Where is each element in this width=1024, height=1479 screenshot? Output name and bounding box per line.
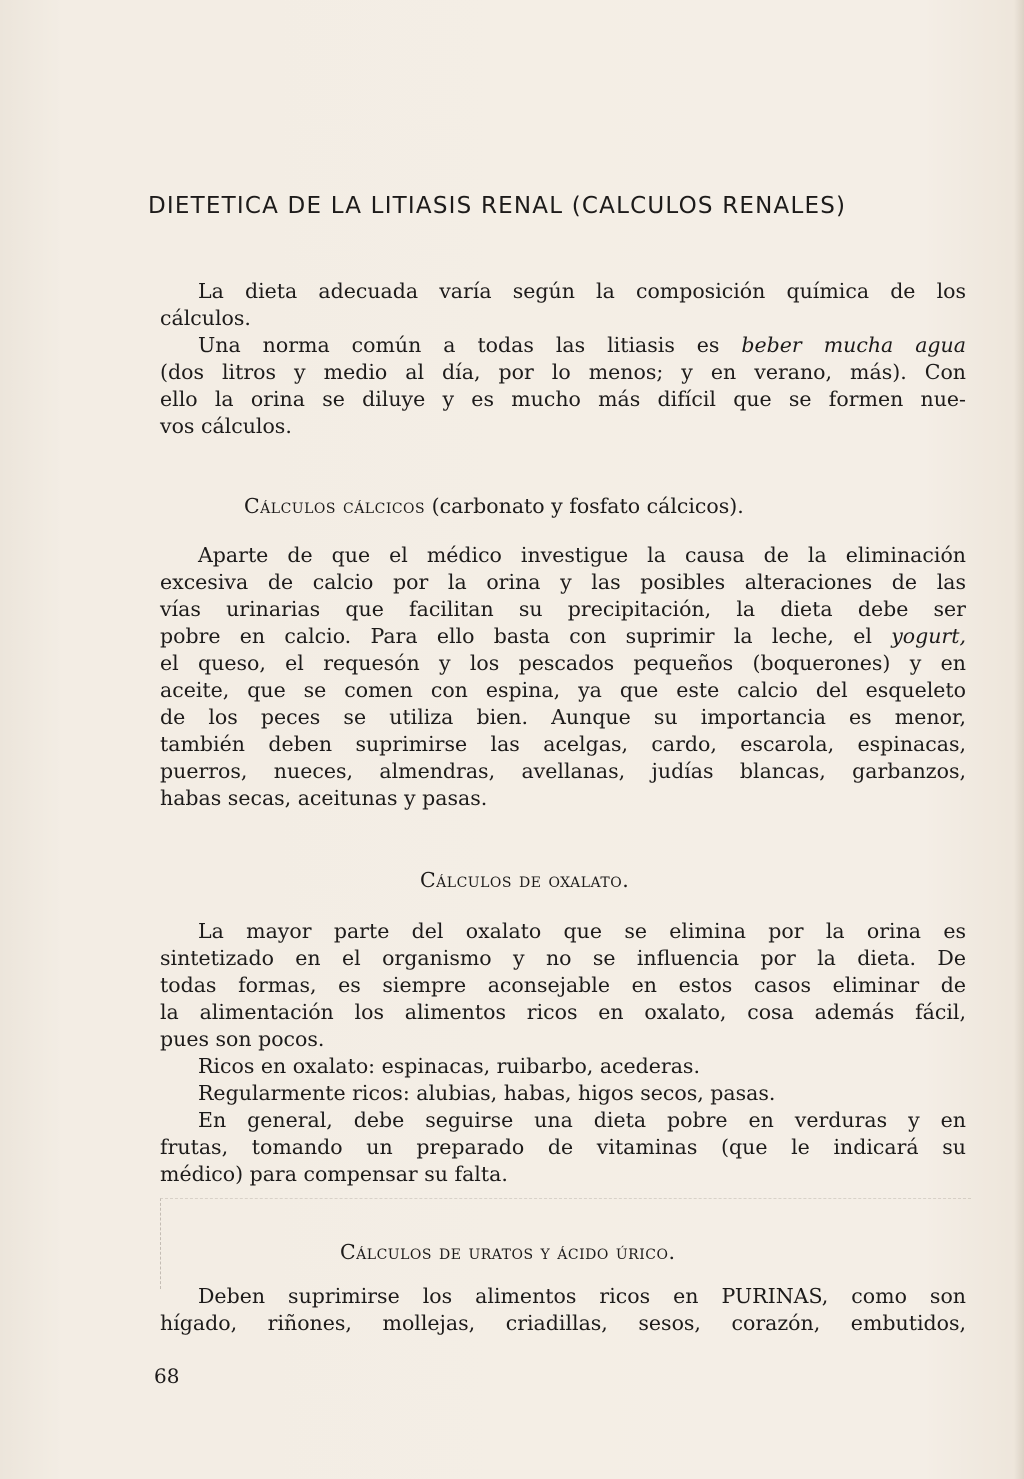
text-line: hígado, riñones, mollejas, criadillas, sesos, corazón, embutidos, <box>160 1311 966 1335</box>
text-line: frutas, tomando un preparado de vitaminas (que le indicará su <box>160 1135 966 1159</box>
page-number: 68 <box>154 1364 180 1388</box>
heading-smallcaps: Cálculos de oxalato. <box>420 868 630 892</box>
text-line: Deben suprimirse los alimentos ricos en PURINAS, como son <box>198 1284 966 1308</box>
oxalato-paragraph <box>160 918 966 1188</box>
section-heading-oxalato <box>420 868 629 892</box>
text-line: En general, debe seguirse una dieta pobre en verduras y en <box>198 1108 966 1132</box>
text-line: la alimentación los alimentos ricos en oxalato, cosa además fácil, <box>160 1000 966 1024</box>
text-line: vos cálculos. <box>160 414 292 438</box>
text-line: el queso, el requesón y los pescados pequeños (boquerones) y en <box>160 651 966 675</box>
intro-paragraph <box>160 278 966 332</box>
text-line: vías urinarias que facilitan su precipitación, la dieta debe ser <box>160 597 966 621</box>
section-heading-uratos <box>340 1240 675 1264</box>
text-line: de los peces se utiliza bien. Aunque su importancia es menor, <box>160 705 966 729</box>
text-line: todas formas, es siempre aconsejable en estos casos eliminar de <box>160 973 966 997</box>
text-line: Aparte de que el médico investigue la causa de la eliminación <box>198 543 966 567</box>
text-line: sintetizado en el organismo y no se influencia por la dieta. De <box>160 946 966 970</box>
text-line <box>160 623 966 650</box>
chapter-title: DIETETICA DE LA LITIASIS RENAL (CALCULOS RENALES) <box>148 193 847 219</box>
page-edge-shadow <box>1014 0 1024 1479</box>
text-line: aceite, que se comen con espina, ya que este calcio del esqueleto <box>160 678 966 702</box>
text-line: también deben suprimirse las acelgas, cardo, escarola, espinacas, <box>160 732 966 756</box>
text-line: ello la orina se diluye y es mucho más difícil que se formen nue- <box>160 387 966 411</box>
text-run: pobre en calcio. Para ello basta con suprimir la leche, el <box>160 624 872 648</box>
section-heading-calcicos <box>244 494 744 518</box>
text-line: Ricos en oxalato: espinacas, ruibarbo, acederas. <box>198 1054 700 1078</box>
heading-smallcaps: Cálculos cálcicos <box>244 494 426 518</box>
text-line: habas secas, aceitunas y pasas. <box>160 786 488 810</box>
calcicos-paragraph <box>160 542 966 812</box>
text-line: médico) para compensar su falta. <box>160 1162 508 1186</box>
text-line: excesiva de calcio por la orina y las posibles alteraciones de las <box>160 570 966 594</box>
text-line: La mayor parte del oxalato que se elimina por la orina es <box>198 919 966 943</box>
emphasis-text: beber mucha agua <box>741 333 966 357</box>
text-line: cálculos. <box>160 306 251 330</box>
uratos-paragraph <box>160 1283 966 1337</box>
text-line: Regularmente ricos: alubias, habas, higos secos, pasas. <box>198 1081 776 1105</box>
text-line: (dos litros y medio al día, por lo menos; y en verano, más). Con <box>160 360 966 384</box>
text-line: pues son pocos. <box>160 1027 325 1051</box>
water-paragraph <box>160 332 966 440</box>
heading-smallcaps: Cálculos de uratos y ácido úrico. <box>340 1240 676 1264</box>
text-line: La dieta adecuada varía según la composición química de los <box>198 279 966 303</box>
text-line: puerros, nueces, almendras, avellanas, judías blancas, garbanzos, <box>160 759 966 783</box>
heading-rest: (carbonato y fosfato cálcicos). <box>431 494 744 518</box>
text-run: Una norma común a todas las litiasis es <box>198 333 720 357</box>
emphasis-text: yogurt, <box>891 624 966 648</box>
text-line <box>160 332 966 359</box>
